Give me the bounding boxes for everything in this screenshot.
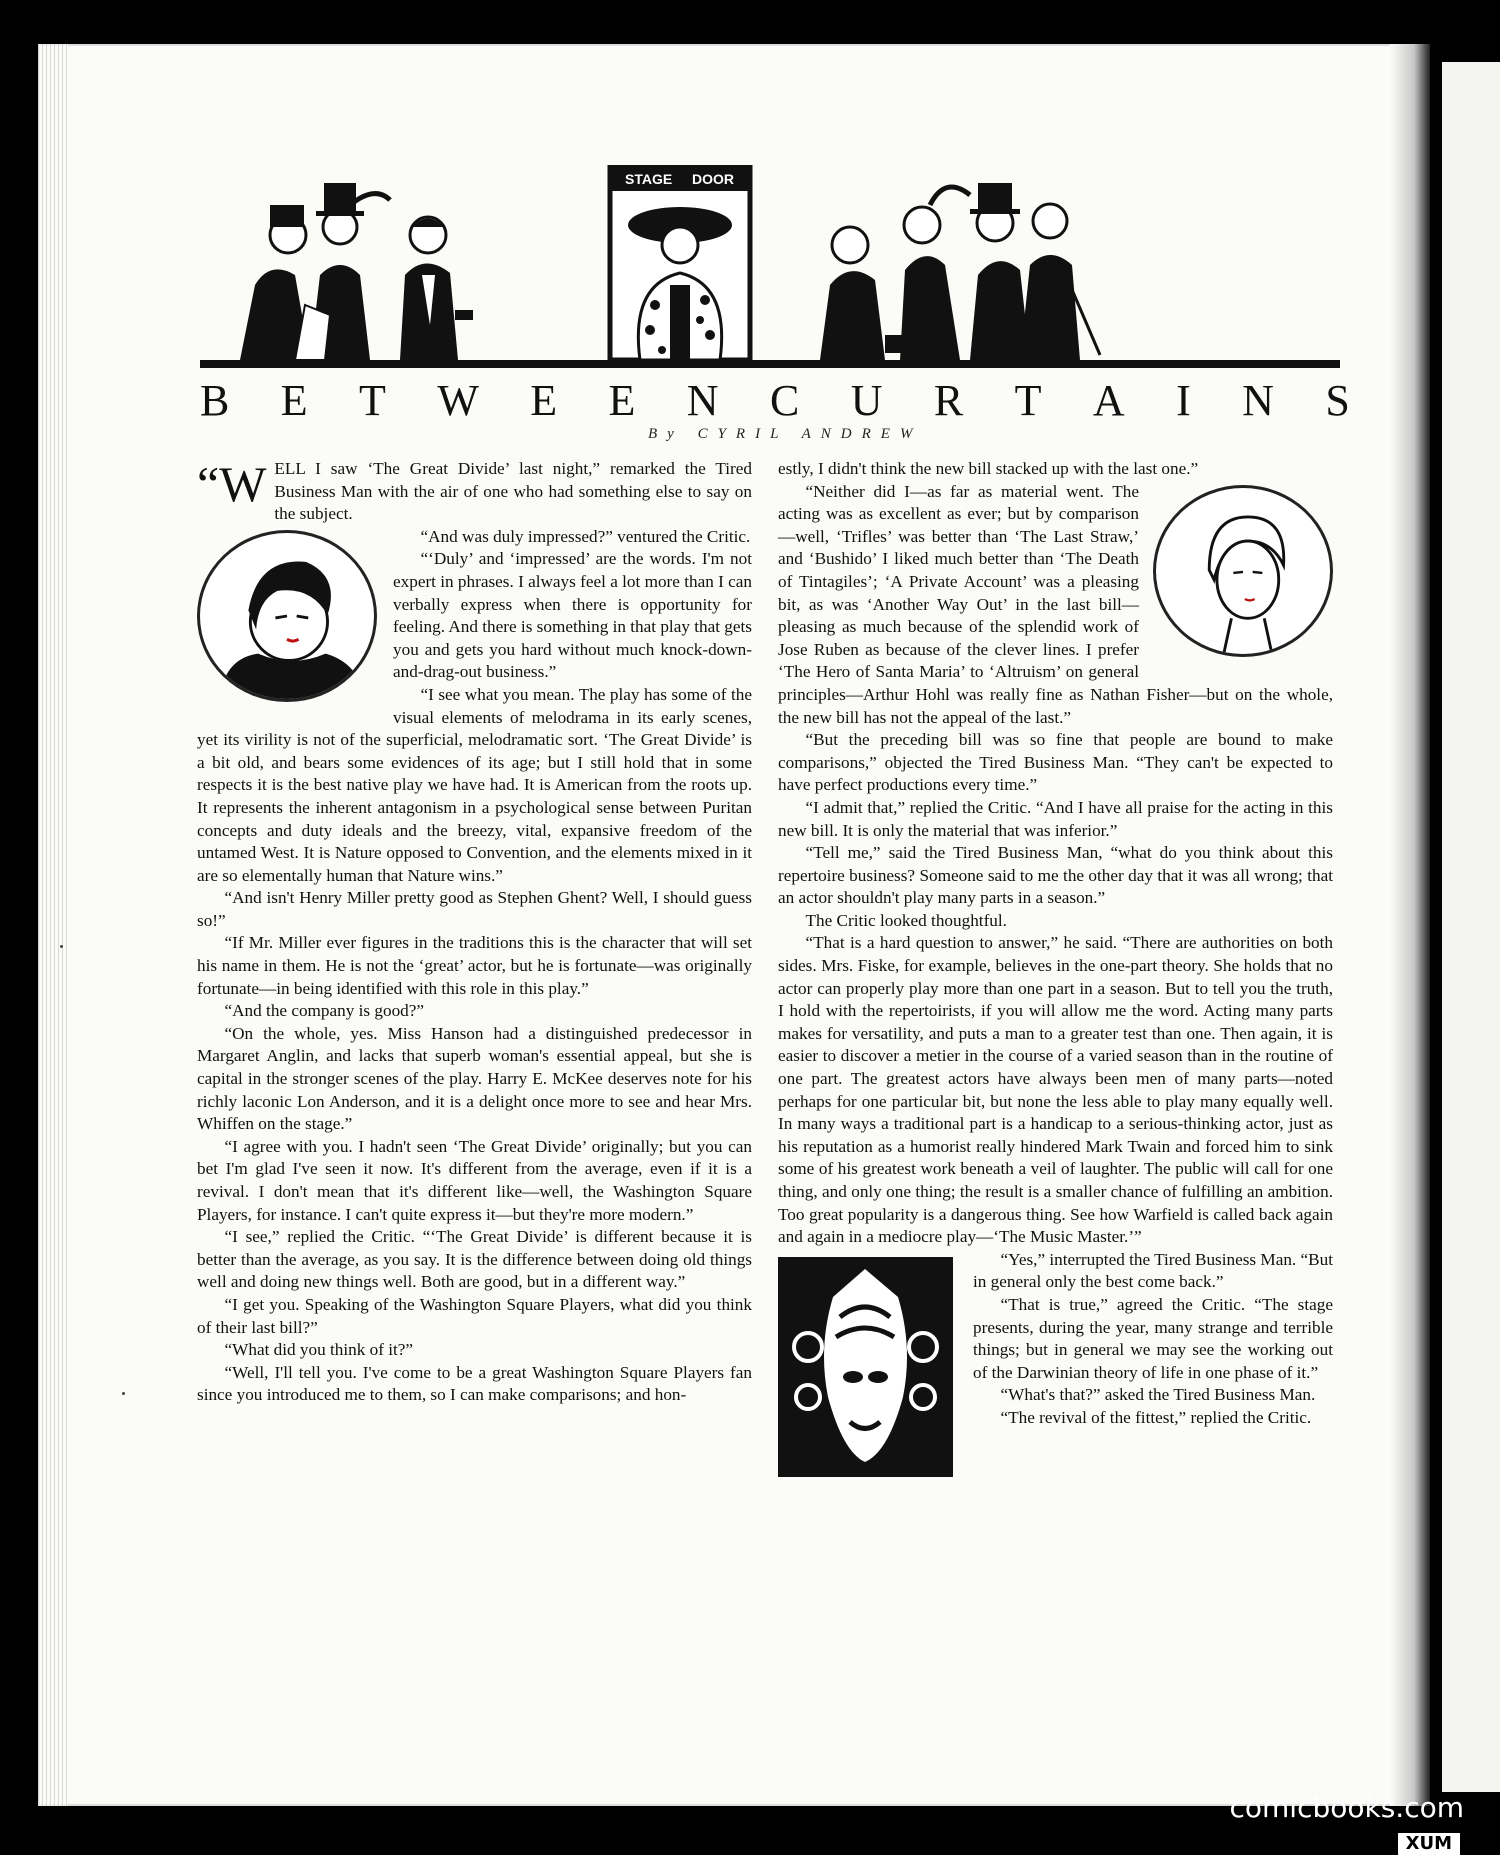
- paragraph: “What's that?” asked the Tired Business Man.: [1000, 1385, 1316, 1405]
- stage-door-frame: [610, 165, 750, 360]
- headline-letter: W: [437, 376, 479, 425]
- paragraph: “On the whole, yes. Miss Hanson had a distinguished predecessor in Margaret Anglin, and lacks that superb woman's essential appeal, but she is capital in the stronger scenes of the play. Harry E. McKee deserves note for his richly laconic Lon Anderson, and it is a delight once more to see and hear Mrs. Whiffen on the stage.”: [197, 1023, 752, 1134]
- paragraph: “That is true,” agreed the Critic. “The stage presents, during the year, many strange and terrible things; but in general we may see the working out of the Darwinian theory of life in one phase of it.”: [973, 1294, 1333, 1382]
- paragraph: “The revival of the fittest,” replied the Critic.: [1000, 1407, 1312, 1427]
- paragraph: estly, I didn't think the new bill stacked up with the last one.”: [778, 459, 1199, 478]
- headline-letter: E: [608, 376, 636, 425]
- right-column: [778, 458, 1333, 1483]
- paragraph: “I see what you mean. The play has some of the visual elements of melodrama in its early scenes, yet its virility is not of the superficial, melodramatic sort. ‘The Great Divide’ is a bit old, and bears some evidences of its age; but I still hold that in some respects it is the best native play we have had. It is American from the roots up. It represents the inherent antagonism in a psychological sense between Puritan concepts and duty ideals and the breezy, vital, expansive freedom of the untamed West. It is Nature opposed to Convention, and the elements mixed in it are so elementally human that Nature wins.”: [197, 684, 752, 885]
- door-sign-left: STAGE: [625, 171, 673, 187]
- girl-portrait-vignette: [1153, 485, 1333, 657]
- headline-letter: U: [850, 376, 883, 425]
- woman-portrait-vignette: [197, 530, 377, 702]
- print-speck: [122, 1392, 125, 1395]
- paragraph: “If Mr. Miller ever figures in the traditions this is the character that will set his name in them. He is not the ‘great’ actor, but he is fortunate—was originally fortunate—in being identified with this role in this play.”: [197, 933, 752, 998]
- paragraph: “I see,” replied the Critic. “‘The Great Divide’ is different because it is better than the average, as you say. It is the difference between doing old things well and doing new things well. Both are good, but in a different way.”: [197, 1227, 752, 1292]
- paragraph: “What did you think of it?”: [224, 1340, 414, 1360]
- paragraph-text: ELL I saw ‘The Great Divide’ last night,” remarked the Tired Business Man with the air of one who had something else to say on the subject.: [274, 459, 752, 524]
- paragraph: “And isn't Henry Miller pretty good as Stephen Ghent? Well, I should guess so!”: [197, 888, 752, 930]
- headline: [200, 375, 1350, 426]
- headline-letter: B: [200, 376, 230, 425]
- headline-letter: R: [933, 376, 964, 425]
- paragraph: “Yes,” interrupted the Tired Business Man. “But in general only the best come back.”: [973, 1249, 1333, 1292]
- paragraph: The Critic looked thoughtful.: [805, 910, 1007, 930]
- paragraph: “I get you. Speaking of the Washington Square Players, what did you think of their last bill?”: [197, 1294, 752, 1337]
- dropcap: “W: [197, 456, 267, 512]
- corner-badge: XUM: [1398, 1833, 1460, 1855]
- paragraph: “Well, I'll tell you. I've come to be a great Washington Square Players fan since you introduced me to them, so I can make comparisons; and hon-: [197, 1362, 752, 1405]
- header-illustration: [200, 165, 1340, 373]
- stage-door-illustration: [200, 165, 1340, 373]
- paragraph: “And was duly impressed?” ventured the Critic.: [420, 526, 751, 546]
- gentlemen-left-group: [240, 183, 473, 365]
- paragraph: “Tell me,” said the Tired Business Man, “what do you think about this repertoire business? Someone said to me the other day that it was all wrong; that an actor shouldn't play many parts in a season.”: [778, 843, 1333, 908]
- headline-letter: S: [1325, 376, 1350, 425]
- door-sign-right: DOOR: [692, 171, 734, 187]
- headline-letter: T: [1014, 376, 1042, 425]
- headline-letter: N: [1242, 376, 1274, 425]
- paragraph: “But the preceding bill was so fine that people are bound to make comparisons,” objected the Tired Business Man. “They can't be expected to have perfect productions every time.”: [778, 730, 1333, 795]
- gentlemen-right-group: [820, 183, 1100, 360]
- paragraph: [197, 458, 752, 526]
- page-binding: [38, 44, 68, 1806]
- headline-letter: E: [280, 376, 308, 425]
- headline-letter: T: [359, 376, 386, 425]
- headline-letter: C: [769, 376, 800, 425]
- theatrical-mask-illustration: [778, 1257, 953, 1477]
- left-column: [197, 458, 752, 1407]
- baseline-bar: [200, 360, 1340, 368]
- paragraph: “I admit that,” replied the Critic. “And I have all praise for the acting in this new bill. It is only the material that was inferior.”: [778, 797, 1333, 840]
- paragraph: “That is a hard question to answer,” he said. “There are authorities on both sides. Mrs. Fiske, for example, believes in the one-part theory. She holds that no actor can properly play more than one part in a season. But to tell you the truth, I hold with the repertoirists, if you will allow me the word. Acting many parts makes for versatility, and puts a man to a greater test than one. Then again, it is easier to discover a metier in the course of a varied season than in the routine of one part. The greatest actors have always been men of many parts—noted perhaps for one particular bit, but none the less able to play many equally well. In many ways a traditional part is a handicap to a serious-thinking actor, just as his reputation as a humorist really hindered Mark Twain and forced him to sink some of his greatest work beneath a veil of laughter. The public will call for one thing, and only one thing; the result is a smaller chance of fulfilling an ambition. Too great popularity is a dangerous thing. See how Warfield is called back again and again in a mediocre play—‘The Music Master.’”: [778, 933, 1333, 1247]
- page-curl-shadow: [1390, 44, 1430, 1806]
- paragraph: “‘Duly’ and ‘impressed’ are the words. I'm not expert in phrases. I always feel a lot more than I can verbally express when there is opportunity for feeling. And there is something in that play that gets you and gets you hard without much knock-down-and-drag-out business.”: [393, 549, 752, 682]
- headline-letter: I: [1176, 376, 1191, 425]
- headline-letter: E: [530, 376, 558, 425]
- paragraph: “And the company is good?”: [224, 1001, 425, 1021]
- site-watermark: comicbooks.com: [1229, 1791, 1464, 1824]
- paragraph: “I agree with you. I hadn't seen ‘The Great Divide’ originally; but you can bet I'm glad I've seen it now. It's different from the average, even if it is a revival. I don't mean that it's different like—well, the Washington Square Players, for instance. I can't quite express it—but they're more modern.”: [197, 1136, 752, 1224]
- byline: By CYRIL ANDREW: [648, 426, 923, 442]
- facing-page-edge: [1442, 62, 1500, 1792]
- print-speck: [60, 945, 63, 948]
- headline-letter: A: [1092, 376, 1125, 425]
- headline-letter: N: [686, 376, 719, 425]
- paragraph: “Neither did I—as far as material went. The acting was as excellent as ever; but by comparison—well, ‘Trifles’ was better than ‘The Last Straw,’ and ‘Bushido’ I liked much better than ‘The Death of Tintagiles’; ‘A Private Account’ was a pleasing bit, as was ‘Another Way Out’ in the last bill—pleasing as much because of the splendid work of Jose Ruben as because of the clever lines. I prefer ‘The Hero of Santa Maria’ to ‘Altruism’ on general principles—Arthur Hohl was really fine as Nathan Fisher—but on the whole, the new bill has not the appeal of the last.”: [778, 481, 1333, 727]
